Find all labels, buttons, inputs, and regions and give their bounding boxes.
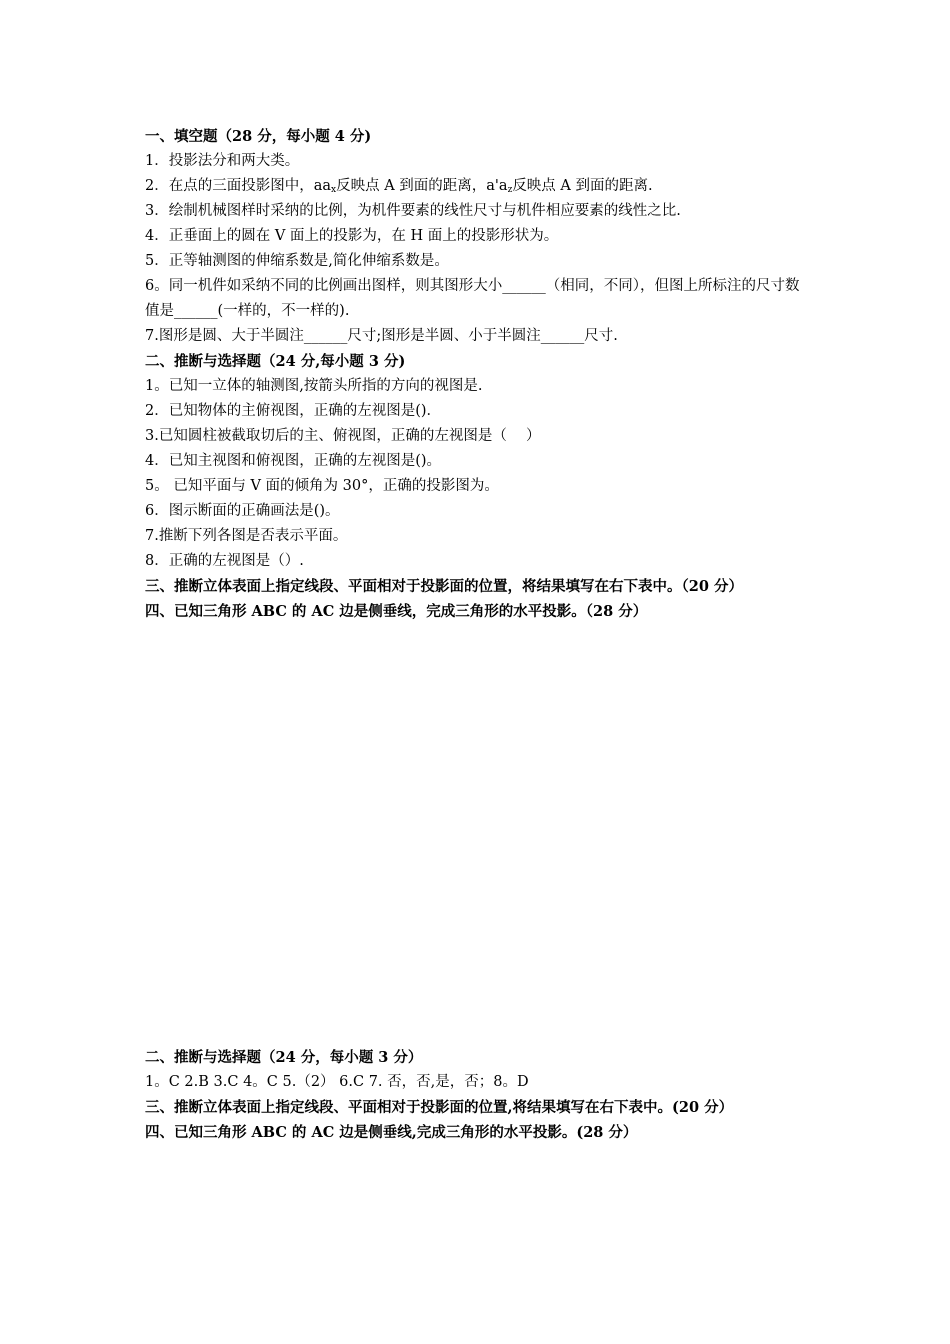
section2-q7: 7.推断下列各图是否表示平面。 <box>145 528 348 544</box>
section2-q8: 8．正确的左视图是（）. <box>145 553 304 569</box>
section2-q2: 2．已知物体的主俯视图，正确的左视图是()． <box>145 403 442 419</box>
section4-heading: 四、已知三角形 ABC 的 AC 边是侧垂线，完成三角形的水平投影。（28 分） <box>145 603 648 620</box>
q2-subscript-x: x <box>331 185 337 195</box>
answer-section3-heading: 三、推断立体表面上指定线段、平面相对于投影面的位置,将结果填写在右下表中。(20 分） <box>145 1099 734 1116</box>
section1-q6: 6。同一机件如采纳不同的比例画出图样，则其图形大小______（相同，不同），但图上所标注的尺寸数值是______(一样的，不一样的). <box>145 278 800 319</box>
section2-q3: 3.已知圆柱被截取切后的主、俯视图，正确的左视图是（ ） <box>145 428 541 444</box>
section2-q1: 1。已知一立体的轴测图,按箭头所指的方向的视图是. <box>145 378 483 394</box>
section1-heading: 一、填空题（28 分，每小题 4 分) <box>145 128 372 145</box>
section1-q1: 1．投影法分和两大类。 <box>145 153 300 169</box>
q2-text-a: 2．在点的三面投影图中，aa <box>145 178 332 194</box>
section2-heading: 二、推断与选择题（24 分,每小题 3 分) <box>145 353 406 370</box>
section2-q4: 4．已知主视图和俯视图，正确的左视图是()。 <box>145 453 442 469</box>
section2-q5: 5。 已知平面与 V 面的倾角为 30°，正确的投影图为。 <box>145 478 499 494</box>
answer-section2-heading: 二、推断与选择题（24 分，每小题 3 分） <box>145 1049 423 1066</box>
q2-text-c: 反映点 A 到面的距离. <box>512 178 653 194</box>
section1-q4: 4．正垂面上的圆在 V 面上的投影为，在 H 面上的投影形状为。 <box>145 228 559 244</box>
answer-section4-heading: 四、已知三角形 ABC 的 AC 边是侧垂线,完成三角形的水平投影。(28 分） <box>145 1124 638 1141</box>
question-section <box>145 124 813 624</box>
section1-q2 <box>145 174 813 199</box>
q2-text-b: 反映点 A 到面的距离，a'a <box>336 178 508 194</box>
section2-q6: 6．图示断面的正确画法是()。 <box>145 503 340 519</box>
section1-q3: 3．绘制机械图样时采纳的比例，为机件要素的线性尺寸与机件相应要素的线性之比. <box>145 203 681 219</box>
section3-heading: 三、推断立体表面上指定线段、平面相对于投影面的位置，将结果填写在右下表中。（20 分） <box>145 578 743 595</box>
answer-section <box>145 1045 813 1145</box>
section1-q5: 5．正等轴测图的伸缩系数是,简化伸缩系数是。 <box>145 253 449 269</box>
section1-q7: 7.图形是圆、大于半圆注______尺寸;图形是半圆、小于半圆注______尺寸. <box>145 328 618 344</box>
q2-subscript-z: z <box>507 185 513 195</box>
answer-section2-answers: 1。C 2.B 3.C 4。C 5.（2） 6.C 7. 否，否,是，否；8。D <box>145 1074 529 1090</box>
